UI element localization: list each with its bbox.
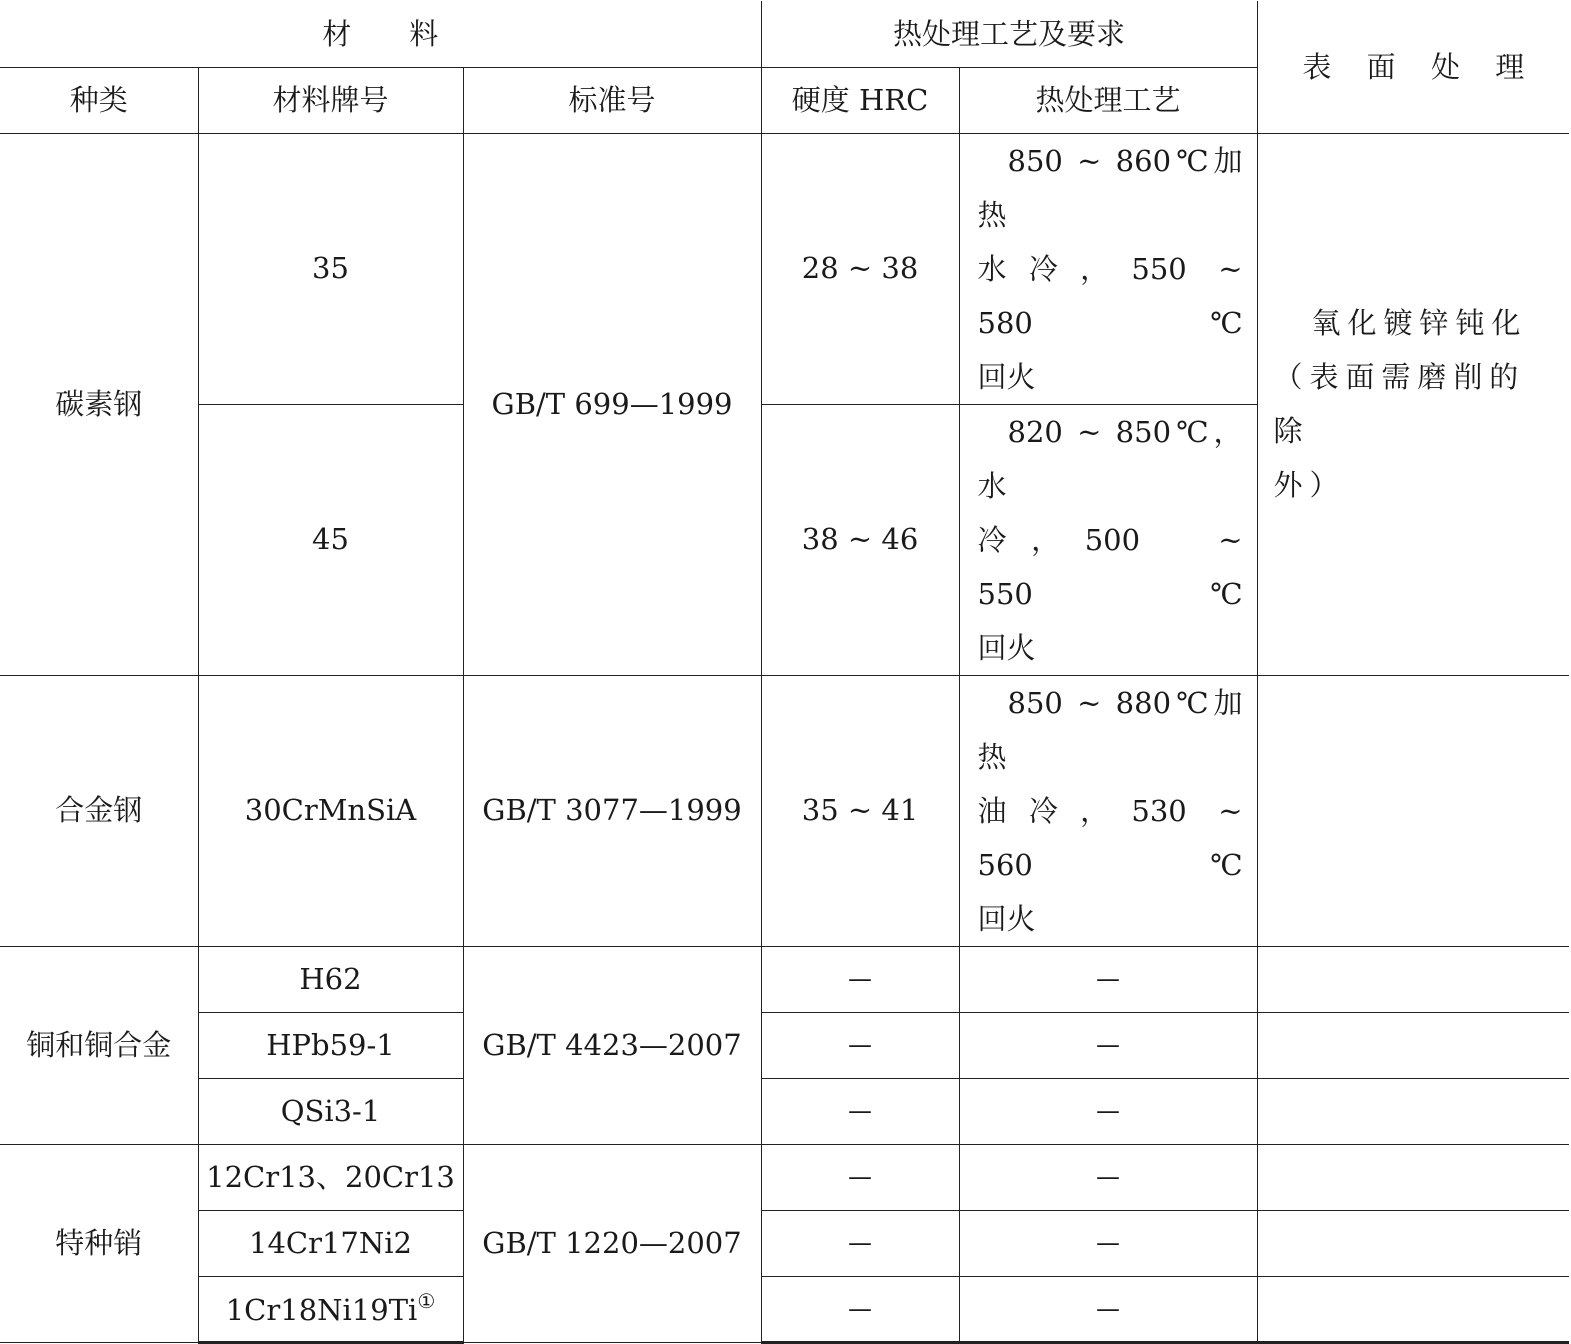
type-cell: 合金钢: [0, 675, 198, 946]
process-line: 850 ~ 860℃加热: [977, 143, 1243, 232]
standard-cell: GB/T 3077—1999: [463, 675, 761, 946]
process-line: 油冷，530 ~ 560℃: [977, 793, 1243, 882]
process-cell: —: [959, 1144, 1257, 1210]
process-cell: [959, 133, 1257, 404]
table-row: [0, 675, 1569, 946]
process-line: 回火: [977, 359, 1036, 394]
grade-cell: QSi3-1: [198, 1078, 463, 1144]
surface-treatment-cell: [1257, 1210, 1569, 1276]
standard-cell: GB/T 4423—2007: [463, 946, 761, 1144]
grade-cell: H62: [198, 946, 463, 1012]
grade-cell: 35: [198, 133, 463, 404]
process-cell: —: [959, 1210, 1257, 1276]
table-row: [0, 1012, 1569, 1078]
grade-cell: 14Cr17Ni2: [198, 1210, 463, 1276]
hardness-cell: —: [761, 1210, 959, 1276]
header-material: 材 料: [0, 1, 761, 67]
grade-cell: 45: [198, 404, 463, 675]
hardness-cell: —: [761, 946, 959, 1012]
hardness-cell: —: [761, 1276, 959, 1342]
standard-cell: GB/T 1220—2007: [463, 1144, 761, 1342]
type-cell: 特种销: [0, 1144, 198, 1342]
process-cell: —: [959, 1078, 1257, 1144]
grade-cell: 30CrMnSiA: [198, 675, 463, 946]
grade-cell: [198, 1276, 463, 1342]
material-table: [0, 1, 1569, 1344]
surface-treatment-cell: [1257, 1276, 1569, 1342]
surface-treatment-cell: [1257, 675, 1569, 946]
hardness-cell: —: [761, 1078, 959, 1144]
grade-cell: HPb59-1: [198, 1012, 463, 1078]
header-type: 种类: [0, 67, 198, 133]
grade-text: 1Cr18Ni19Ti: [225, 1292, 418, 1327]
header-heat-treatment: 热处理工艺及要求: [761, 1, 1257, 67]
header-surface-treatment: 表 面 处 理: [1257, 1, 1569, 133]
process-line: 820 ~ 850℃，水: [977, 414, 1243, 503]
header-grade: 材料牌号: [198, 67, 463, 133]
hardness-cell: 35 ~ 41: [761, 675, 959, 946]
process-cell: —: [959, 946, 1257, 1012]
process-cell: [959, 404, 1272, 675]
table-row: [0, 946, 1569, 1012]
table-row: [0, 1144, 1569, 1210]
table-row: [0, 133, 1569, 404]
header-standard: 标准号: [463, 67, 761, 133]
process-line: 回火: [977, 630, 1036, 665]
hardness-cell: —: [761, 1144, 959, 1210]
table-row: [0, 1210, 1569, 1276]
standard-cell: GB/T 699—1999: [463, 133, 761, 675]
surface-treatment-cell: [1257, 1144, 1569, 1210]
table-row: [0, 1078, 1569, 1144]
hardness-cell: —: [761, 1012, 959, 1078]
process-cell: —: [959, 1276, 1257, 1342]
type-cell: 铜和铜合金: [0, 946, 198, 1144]
grade-cell: 12Cr13、20Cr13: [198, 1144, 463, 1210]
surface-treatment-cell: [1257, 1078, 1569, 1144]
process-line: 冷，500 ~ 550℃: [977, 522, 1272, 611]
surface-line: 外）: [1273, 468, 1346, 502]
header-hardness: 硬度 HRC: [761, 67, 959, 133]
surface-line: 氧化镀锌钝化: [1311, 306, 1528, 340]
footnote-marker: ①: [417, 1288, 436, 1313]
process-line: 回火: [977, 901, 1036, 936]
process-cell: —: [959, 1012, 1257, 1078]
process-line: 850 ~ 880℃加热: [977, 685, 1243, 774]
header-process: 热处理工艺: [959, 67, 1257, 133]
surface-treatment-cell: [1257, 1012, 1569, 1078]
hardness-cell: 38 ~ 46: [761, 404, 959, 675]
process-line: 水冷，550 ~ 580℃: [977, 251, 1243, 340]
surface-line: （表面需磨削的除: [1273, 360, 1526, 448]
hardness-cell: 28 ~ 38: [761, 133, 959, 404]
process-cell: [959, 675, 1257, 946]
table-row: [0, 1276, 1569, 1342]
type-cell: 碳素钢: [0, 133, 198, 675]
header-row-1: [0, 1, 1569, 67]
surface-treatment-cell: [1257, 133, 1569, 675]
surface-treatment-cell: [1257, 946, 1569, 1012]
